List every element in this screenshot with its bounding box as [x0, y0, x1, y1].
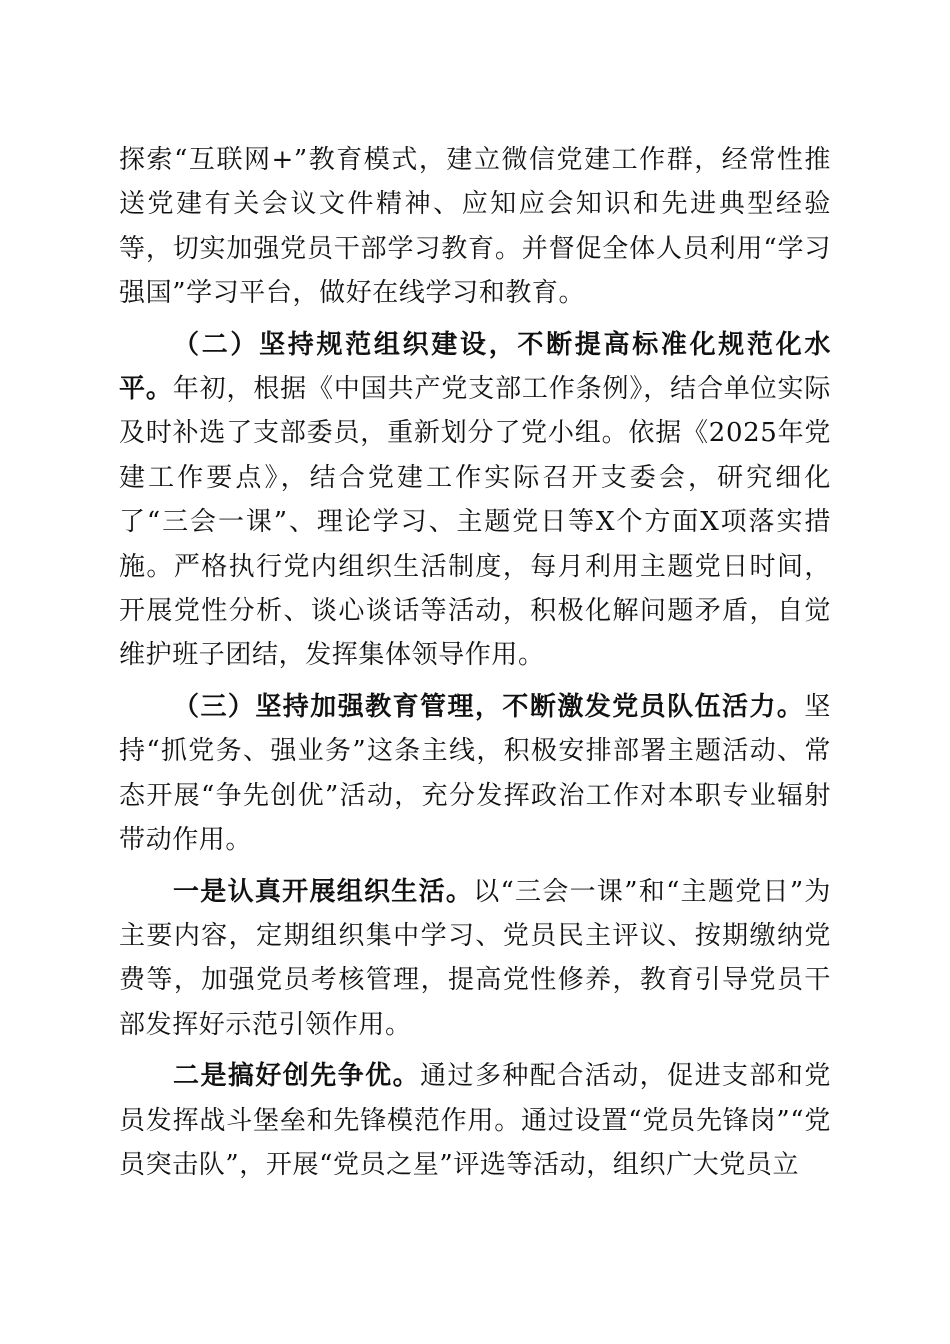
paragraph-text: 坚持“抓党务、强业务”这条主线，积极安排部署主题活动、常态开展“争先创优”活动，充分发挥政治工作对本职专业辐射带动作用。: [119, 691, 831, 856]
paragraph-text: 探索“互联网+”教育模式，建立微信党建工作群，经常性推送党建有关会议文件精神、应知应会知识和先进典型经验等，切实加强党员干部学习教育。并督促全体人员利用“学习强国”学习平台，做好在线学习和教育。: [119, 145, 831, 309]
paragraph-education-mode: [119, 138, 831, 316]
paragraph-organization-life: [119, 870, 831, 1048]
bold-lead-second: 二是搞好创先争优。: [173, 1061, 421, 1092]
section-heading-two: （二）坚持规范组织建设，不断提高标准化规范化水平。: [119, 329, 831, 405]
paragraph-education-management: [119, 685, 831, 863]
paragraph-text: 以“三会一课”和“主题党日”为主要内容，定期组织集中学习、党员民主评议、按期缴纳党费等，加强党员考核管理，提高党性修养，教育引导党员干部发挥好示范引领作用。: [119, 876, 831, 1040]
bold-lead-first: 一是认真开展组织生活。: [173, 876, 474, 907]
paragraph-excellence: [119, 1054, 831, 1187]
paragraph-text: 通过多种配合活动，促进支部和党员发挥战斗堡垒和先锋模范作用。通过设置“党员先锋岗”“党员突击队”，开展“党员之星”评选等活动，组织广大党员立: [119, 1061, 831, 1180]
document-body: [119, 138, 831, 1187]
section-heading-three: （三）坚持加强教育管理，不断激发党员队伍活力。: [173, 691, 805, 722]
paragraph-organization-building: [119, 323, 831, 678]
paragraph-text: 年初，根据《中国共产党支部工作条例》，结合单位实际及时补选了支部委员，重新划分了党小组。依据《2025年党建工作要点》，结合党建工作实际召开支委会，研究细化了“三会一课”、理论学习、主题党日等X个方面X项落实措施。严格执行党内组织生活制度，每月利用主题党日时间，开展党性分析、谈心谈话等活动，积极化解问题矛盾，自觉维护班子团结，发挥集体领导作用。: [119, 374, 831, 671]
